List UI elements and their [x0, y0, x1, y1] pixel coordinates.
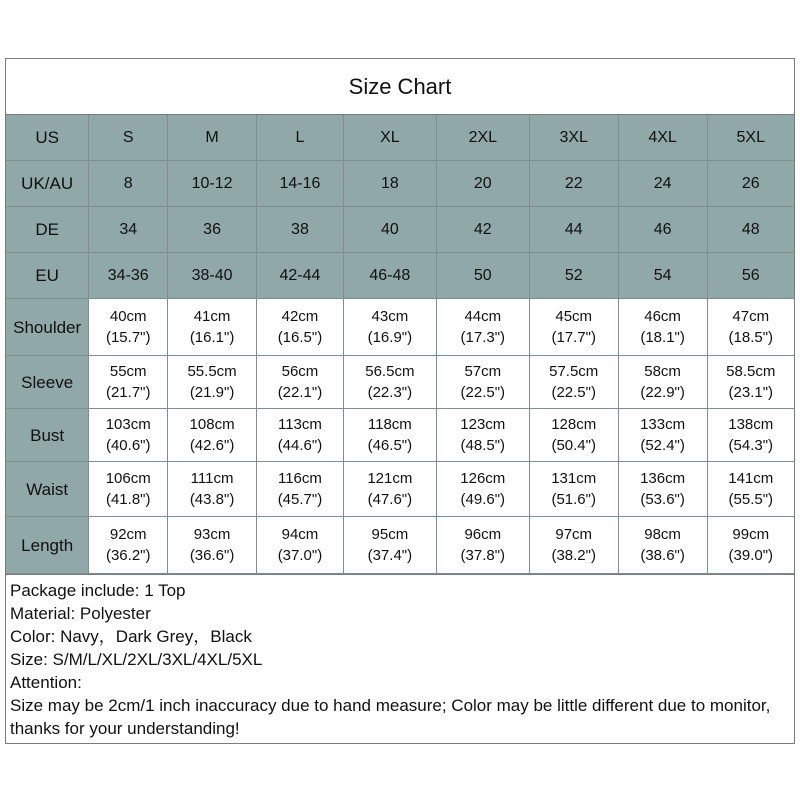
- cm-value: 111cm: [190, 470, 234, 487]
- row-label: US: [6, 115, 89, 161]
- size-cell: 50: [436, 253, 529, 299]
- cm-value: 116cm: [277, 470, 322, 487]
- measure-cell: [257, 462, 344, 517]
- cm-value: 113cm: [277, 416, 322, 433]
- measure-cell: [89, 299, 168, 356]
- cm-value: 97cm: [555, 526, 593, 543]
- size-cell: 20: [436, 161, 529, 207]
- measure-cell: [529, 517, 618, 574]
- measure-cell: [436, 462, 529, 517]
- color-note: Color: Navy，Dark Grey，Black: [10, 627, 252, 646]
- inch-value: (49.6"): [460, 491, 506, 508]
- row-label: DE: [6, 207, 89, 253]
- inch-value: (16.1"): [189, 329, 235, 346]
- inch-value: (41.8"): [105, 491, 151, 508]
- size-cell: 18: [343, 161, 436, 207]
- measure-cell: [707, 462, 794, 517]
- inch-value: (16.5"): [277, 329, 323, 346]
- cm-value: 44cm: [464, 308, 502, 325]
- size-cell: 34-36: [89, 253, 168, 299]
- inch-value: (55.5"): [728, 491, 774, 508]
- measure-cell: [257, 299, 344, 356]
- row-label: Shoulder: [6, 299, 89, 356]
- cm-value: 99cm: [732, 526, 770, 543]
- measure-cell: [343, 299, 436, 356]
- inch-value: (47.6"): [367, 491, 413, 508]
- measure-cell: [168, 356, 257, 409]
- cm-value: 92cm: [109, 526, 147, 543]
- inch-value: (21.9"): [189, 384, 235, 401]
- package-note: Package include: 1 Top: [10, 581, 186, 600]
- cm-value: 126cm: [460, 470, 506, 487]
- size-row-us: [6, 115, 794, 161]
- measure-row-bust: [6, 409, 794, 462]
- inch-value: (43.8"): [189, 491, 235, 508]
- measure-row-sleeve: [6, 356, 794, 409]
- cm-value: 96cm: [464, 526, 502, 543]
- measure-cell: [343, 409, 436, 462]
- measure-cell: [707, 517, 794, 574]
- size-cell: 10-12: [168, 161, 257, 207]
- measure-cell: [436, 409, 529, 462]
- cm-value: 136cm: [640, 470, 686, 487]
- row-label: EU: [6, 253, 89, 299]
- inch-value: (42.6"): [189, 437, 235, 454]
- measure-cell: [618, 409, 707, 462]
- measure-cell: [436, 299, 529, 356]
- cm-value: 56.5cm: [365, 363, 415, 380]
- size-cell: 36: [168, 207, 257, 253]
- cm-value: 43cm: [371, 308, 409, 325]
- inch-value: (54.3"): [728, 437, 774, 454]
- size-cell: 5XL: [707, 115, 794, 161]
- row-label: Bust: [6, 409, 89, 462]
- size-cell: 48: [707, 207, 794, 253]
- size-cell: 22: [529, 161, 618, 207]
- measure-row-waist: [6, 462, 794, 517]
- cm-value: 56cm: [281, 363, 319, 380]
- cm-value: 58.5cm: [726, 363, 776, 380]
- inch-value: (38.6"): [640, 547, 685, 564]
- cm-value: 46cm: [644, 308, 681, 325]
- size-cell: 44: [529, 207, 618, 253]
- measure-row-length: [6, 517, 794, 574]
- inch-value: (40.6"): [105, 437, 151, 454]
- cm-value: 94cm: [281, 526, 319, 543]
- inch-value: (50.4"): [551, 437, 596, 454]
- measure-cell: [618, 299, 707, 356]
- measure-cell: [343, 356, 436, 409]
- cm-value: 42cm: [281, 308, 319, 325]
- measure-cell: [343, 517, 436, 574]
- size-cell: M: [168, 115, 257, 161]
- size-cell: 40: [343, 207, 436, 253]
- size-cell: 38-40: [168, 253, 257, 299]
- cm-value: 57.5cm: [549, 363, 599, 380]
- row-label: Length: [6, 517, 89, 574]
- measure-cell: [529, 409, 618, 462]
- size-cell: 4XL: [618, 115, 707, 161]
- inch-value: (22.5"): [551, 384, 596, 401]
- size-cell: 42-44: [257, 253, 344, 299]
- measure-cell: [89, 462, 168, 517]
- inch-value: (52.4"): [640, 437, 685, 454]
- inch-value: (39.0"): [728, 547, 774, 564]
- inch-value: (22.5"): [460, 384, 506, 401]
- measure-cell: [436, 356, 529, 409]
- inch-value: (45.7"): [277, 491, 323, 508]
- inch-value: (22.1"): [277, 384, 323, 401]
- inch-value: (16.9"): [367, 329, 413, 346]
- size-cell: 34: [89, 207, 168, 253]
- measure-cell: [618, 462, 707, 517]
- size-note: Size: S/M/L/XL/2XL/3XL/4XL/5XL: [10, 650, 263, 669]
- measure-cell: [168, 299, 257, 356]
- inch-value: (21.7"): [105, 384, 151, 401]
- inch-value: (15.7"): [105, 329, 151, 346]
- size-cell: 52: [529, 253, 618, 299]
- inch-value: (37.8"): [460, 547, 506, 564]
- measure-cell: [707, 356, 794, 409]
- cm-value: 45cm: [555, 308, 593, 325]
- size-cell: 26: [707, 161, 794, 207]
- size-cell: 56: [707, 253, 794, 299]
- measure-cell: [529, 356, 618, 409]
- size-cell: 2XL: [436, 115, 529, 161]
- measure-cell: [707, 299, 794, 356]
- size-row-de: [6, 207, 794, 253]
- cm-value: 141cm: [728, 470, 774, 487]
- measure-cell: [343, 462, 436, 517]
- measure-cell: [168, 517, 257, 574]
- measure-cell: [89, 356, 168, 409]
- row-label: Waist: [6, 462, 89, 517]
- inch-value: (23.1"): [728, 384, 774, 401]
- measure-cell: [257, 356, 344, 409]
- inch-value: (53.6"): [640, 491, 685, 508]
- size-cell: 54: [618, 253, 707, 299]
- inch-value: (18.1"): [640, 329, 685, 346]
- cm-value: 58cm: [644, 363, 681, 380]
- chart-title: Size Chart: [6, 59, 794, 115]
- cm-value: 55cm: [109, 363, 147, 380]
- row-label: UK/AU: [6, 161, 89, 207]
- measure-cell: [89, 517, 168, 574]
- measure-cell: [529, 299, 618, 356]
- measure-cell: [707, 409, 794, 462]
- size-cell: 14-16: [257, 161, 344, 207]
- inch-value: (18.5"): [728, 329, 774, 346]
- cm-value: 103cm: [105, 416, 151, 433]
- cm-value: 106cm: [105, 470, 151, 487]
- cm-value: 108cm: [189, 416, 235, 433]
- measure-row-shoulder: [6, 299, 794, 356]
- disclaimer-note: Size may be 2cm/1 inch inaccuracy due to hand measure; Color may be little different due to monitor, thanks for your understanding!: [10, 696, 771, 738]
- size-cell: 46-48: [343, 253, 436, 299]
- cm-value: 128cm: [551, 416, 597, 433]
- inch-value: (37.0"): [277, 547, 323, 564]
- cm-value: 40cm: [109, 308, 147, 325]
- row-label: Sleeve: [6, 356, 89, 409]
- cm-value: 98cm: [644, 526, 681, 543]
- measure-cell: [436, 517, 529, 574]
- product-notes: [6, 574, 794, 740]
- inch-value: (44.6"): [277, 437, 323, 454]
- size-row-eu: [6, 253, 794, 299]
- inch-value: (17.3"): [460, 329, 506, 346]
- measure-cell: [257, 409, 344, 462]
- cm-value: 95cm: [371, 526, 409, 543]
- measure-cell: [529, 462, 618, 517]
- inch-value: (22.9"): [640, 384, 685, 401]
- inch-value: (51.6"): [551, 491, 596, 508]
- size-cell: 8: [89, 161, 168, 207]
- cm-value: 47cm: [732, 308, 770, 325]
- attention-note: Attention:: [10, 673, 82, 692]
- size-cell: 38: [257, 207, 344, 253]
- measure-cell: [89, 409, 168, 462]
- cm-value: 55.5cm: [187, 363, 237, 380]
- size-cell: 42: [436, 207, 529, 253]
- size-cell: XL: [343, 115, 436, 161]
- material-note: Material: Polyester: [10, 604, 151, 623]
- inch-value: (37.4"): [367, 547, 413, 564]
- cm-value: 131cm: [551, 470, 597, 487]
- cm-value: 41cm: [193, 308, 231, 325]
- inch-value: (17.7"): [551, 329, 596, 346]
- inch-value: (36.6"): [189, 547, 235, 564]
- cm-value: 138cm: [728, 416, 774, 433]
- measure-cell: [257, 517, 344, 574]
- measure-cell: [168, 462, 257, 517]
- measure-cell: [618, 356, 707, 409]
- cm-value: 93cm: [193, 526, 231, 543]
- size-row-uk-au: [6, 161, 794, 207]
- size-cell: 3XL: [529, 115, 618, 161]
- cm-value: 133cm: [640, 416, 686, 433]
- size-chart: [5, 58, 795, 744]
- cm-value: 118cm: [367, 416, 412, 433]
- inch-value: (22.3"): [367, 384, 413, 401]
- cm-value: 123cm: [460, 416, 506, 433]
- size-cell: L: [257, 115, 344, 161]
- cm-value: 57cm: [464, 363, 502, 380]
- inch-value: (48.5"): [460, 437, 506, 454]
- measure-cell: [618, 517, 707, 574]
- cm-value: 121cm: [367, 470, 413, 487]
- measure-cell: [168, 409, 257, 462]
- size-table: [6, 115, 794, 574]
- inch-value: (36.2"): [105, 547, 151, 564]
- size-cell: 24: [618, 161, 707, 207]
- size-cell: 46: [618, 207, 707, 253]
- inch-value: (38.2"): [551, 547, 596, 564]
- inch-value: (46.5"): [367, 437, 413, 454]
- size-cell: S: [89, 115, 168, 161]
